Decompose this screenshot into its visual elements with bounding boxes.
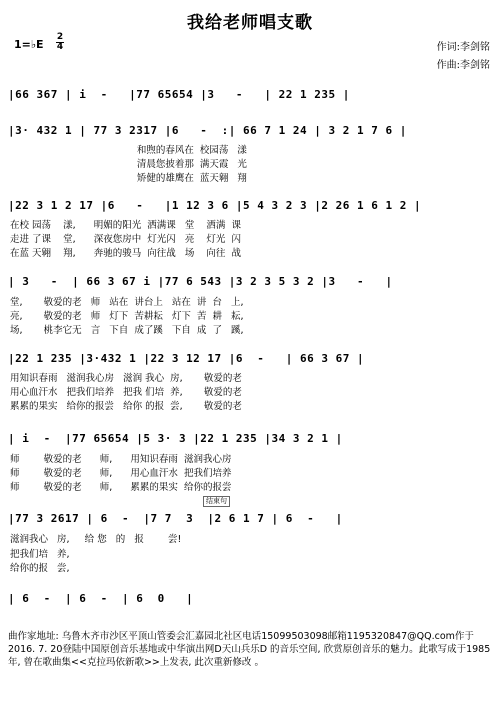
- lyric-line: 走进 了课 堂, 深夜您房中 灯光闪 亮 灯光 闪: [10, 234, 241, 245]
- lyric-line: 用心血汗水 把我们培养 把我 们培 养, 敬爱的老: [10, 387, 242, 398]
- song-title: 我给老师唱支歌: [187, 13, 313, 33]
- notation-line-5: |22 1 235 |3·432 1 |22 3 12 17 |6 - | 66 3 67 |: [8, 352, 365, 365]
- lyric-line: 场, 桃李它无 言 下自 成了蹊 下自 成 了 蹊,: [10, 325, 244, 336]
- lyric-line: 累累的果实 给你的报尝 给你 的报 尝, 敬爱的老: [10, 401, 242, 412]
- notation-line-6: | i - |77 65654 |5 3· 3 |22 1 235 |34 3 2 1 |: [8, 432, 343, 445]
- lyricist-credit: 作词:李剑铭: [436, 42, 490, 53]
- lyric-line: 师 敬爱的老 师, 用心血汗水 把我们培养: [10, 468, 232, 479]
- lyric-line: 在校 园荡 漾, 明媚的阳光 洒满课 堂 洒满 课: [10, 220, 241, 231]
- lyric-line: 在蓝 天翱 翔, 奔驰的骏马 向往战 场 向往 战: [10, 248, 241, 259]
- notation-line-8: | 6 - | 6 - | 6 0 |: [8, 592, 194, 605]
- notation-line-2: |3· 432 1 | 77 3 2317 |6 - :| 66 7 1 24 | 3 2 1 7 6 |: [8, 124, 407, 137]
- lyric-line: 亮, 敬爱的老 师 灯下 苦耕耘 灯下 苦 耕 耘,: [10, 311, 244, 322]
- lyric-line: 师 敬爱的老 师, 用知识春雨 滋润我心房: [10, 454, 232, 465]
- lyric-line: 师 敬爱的老 师, 累累的果实 给你的报尝: [10, 482, 232, 493]
- ending-section-tag: 结束句: [203, 496, 230, 507]
- lyric-line: 滋润我心 房, 给 您 的 报 尝!: [10, 534, 182, 545]
- notation-line-1: |66 367 | i - |77 65654 |3 - | 22 1 235 |: [8, 88, 350, 101]
- lyric-line: 用知识春雨 滋润我心房 滋润 我心 房, 敬爱的老: [10, 373, 242, 384]
- time-signature-bottom: 4: [56, 42, 64, 52]
- lyric-line: 清晨您披着那 满天霞 光: [10, 159, 247, 170]
- notation-line-3: |22 3 1 2 17 |6 - |1 12 3 6 |5 4 3 2 3 |2 26 1 6 1 2 |: [8, 199, 422, 212]
- key-signature: 1=♭E: [14, 38, 44, 51]
- notation-line-4: | 3 - | 66 3 67 i |77 6 543 |3 2 3 5 3 2 |3 - |: [8, 275, 393, 288]
- lyric-line: 矫健的雄鹰在 蓝天翱 翔: [10, 173, 247, 184]
- lyric-line: 把我们培 养,: [10, 549, 70, 560]
- footer-note: 曲作家地址: 乌鲁木齐市沙区平顶山管委会汇嘉园北社区电话15099503098邮箱1195320847@QQ.com作于2016. 7. 20登陆中国原创音乐基地或中华演出网D天山兵乐D 的音乐空间, 欣赏原创音乐的魅力。此歌写成于1985年, 曾在歌曲集<<克拉玛依新歌>>上发表, 此次重新修改 。: [8, 631, 491, 668]
- time-signature: [56, 33, 64, 52]
- time-signature-top: 2: [56, 32, 64, 42]
- lyric-line: 给你的报 尝,: [10, 563, 70, 574]
- composer-credit: 作曲:李剑铭: [436, 60, 490, 71]
- notation-line-7: |77 3 2617 | 6 - |7 7 3 |2 6 1 7 | 6 - |: [8, 512, 343, 525]
- lyric-line: 堂, 敬爱的老 师 站在 讲台上 站在 讲 台 上,: [10, 297, 244, 308]
- lyric-line: 和煦的春风在 校园荡 漾: [10, 145, 247, 156]
